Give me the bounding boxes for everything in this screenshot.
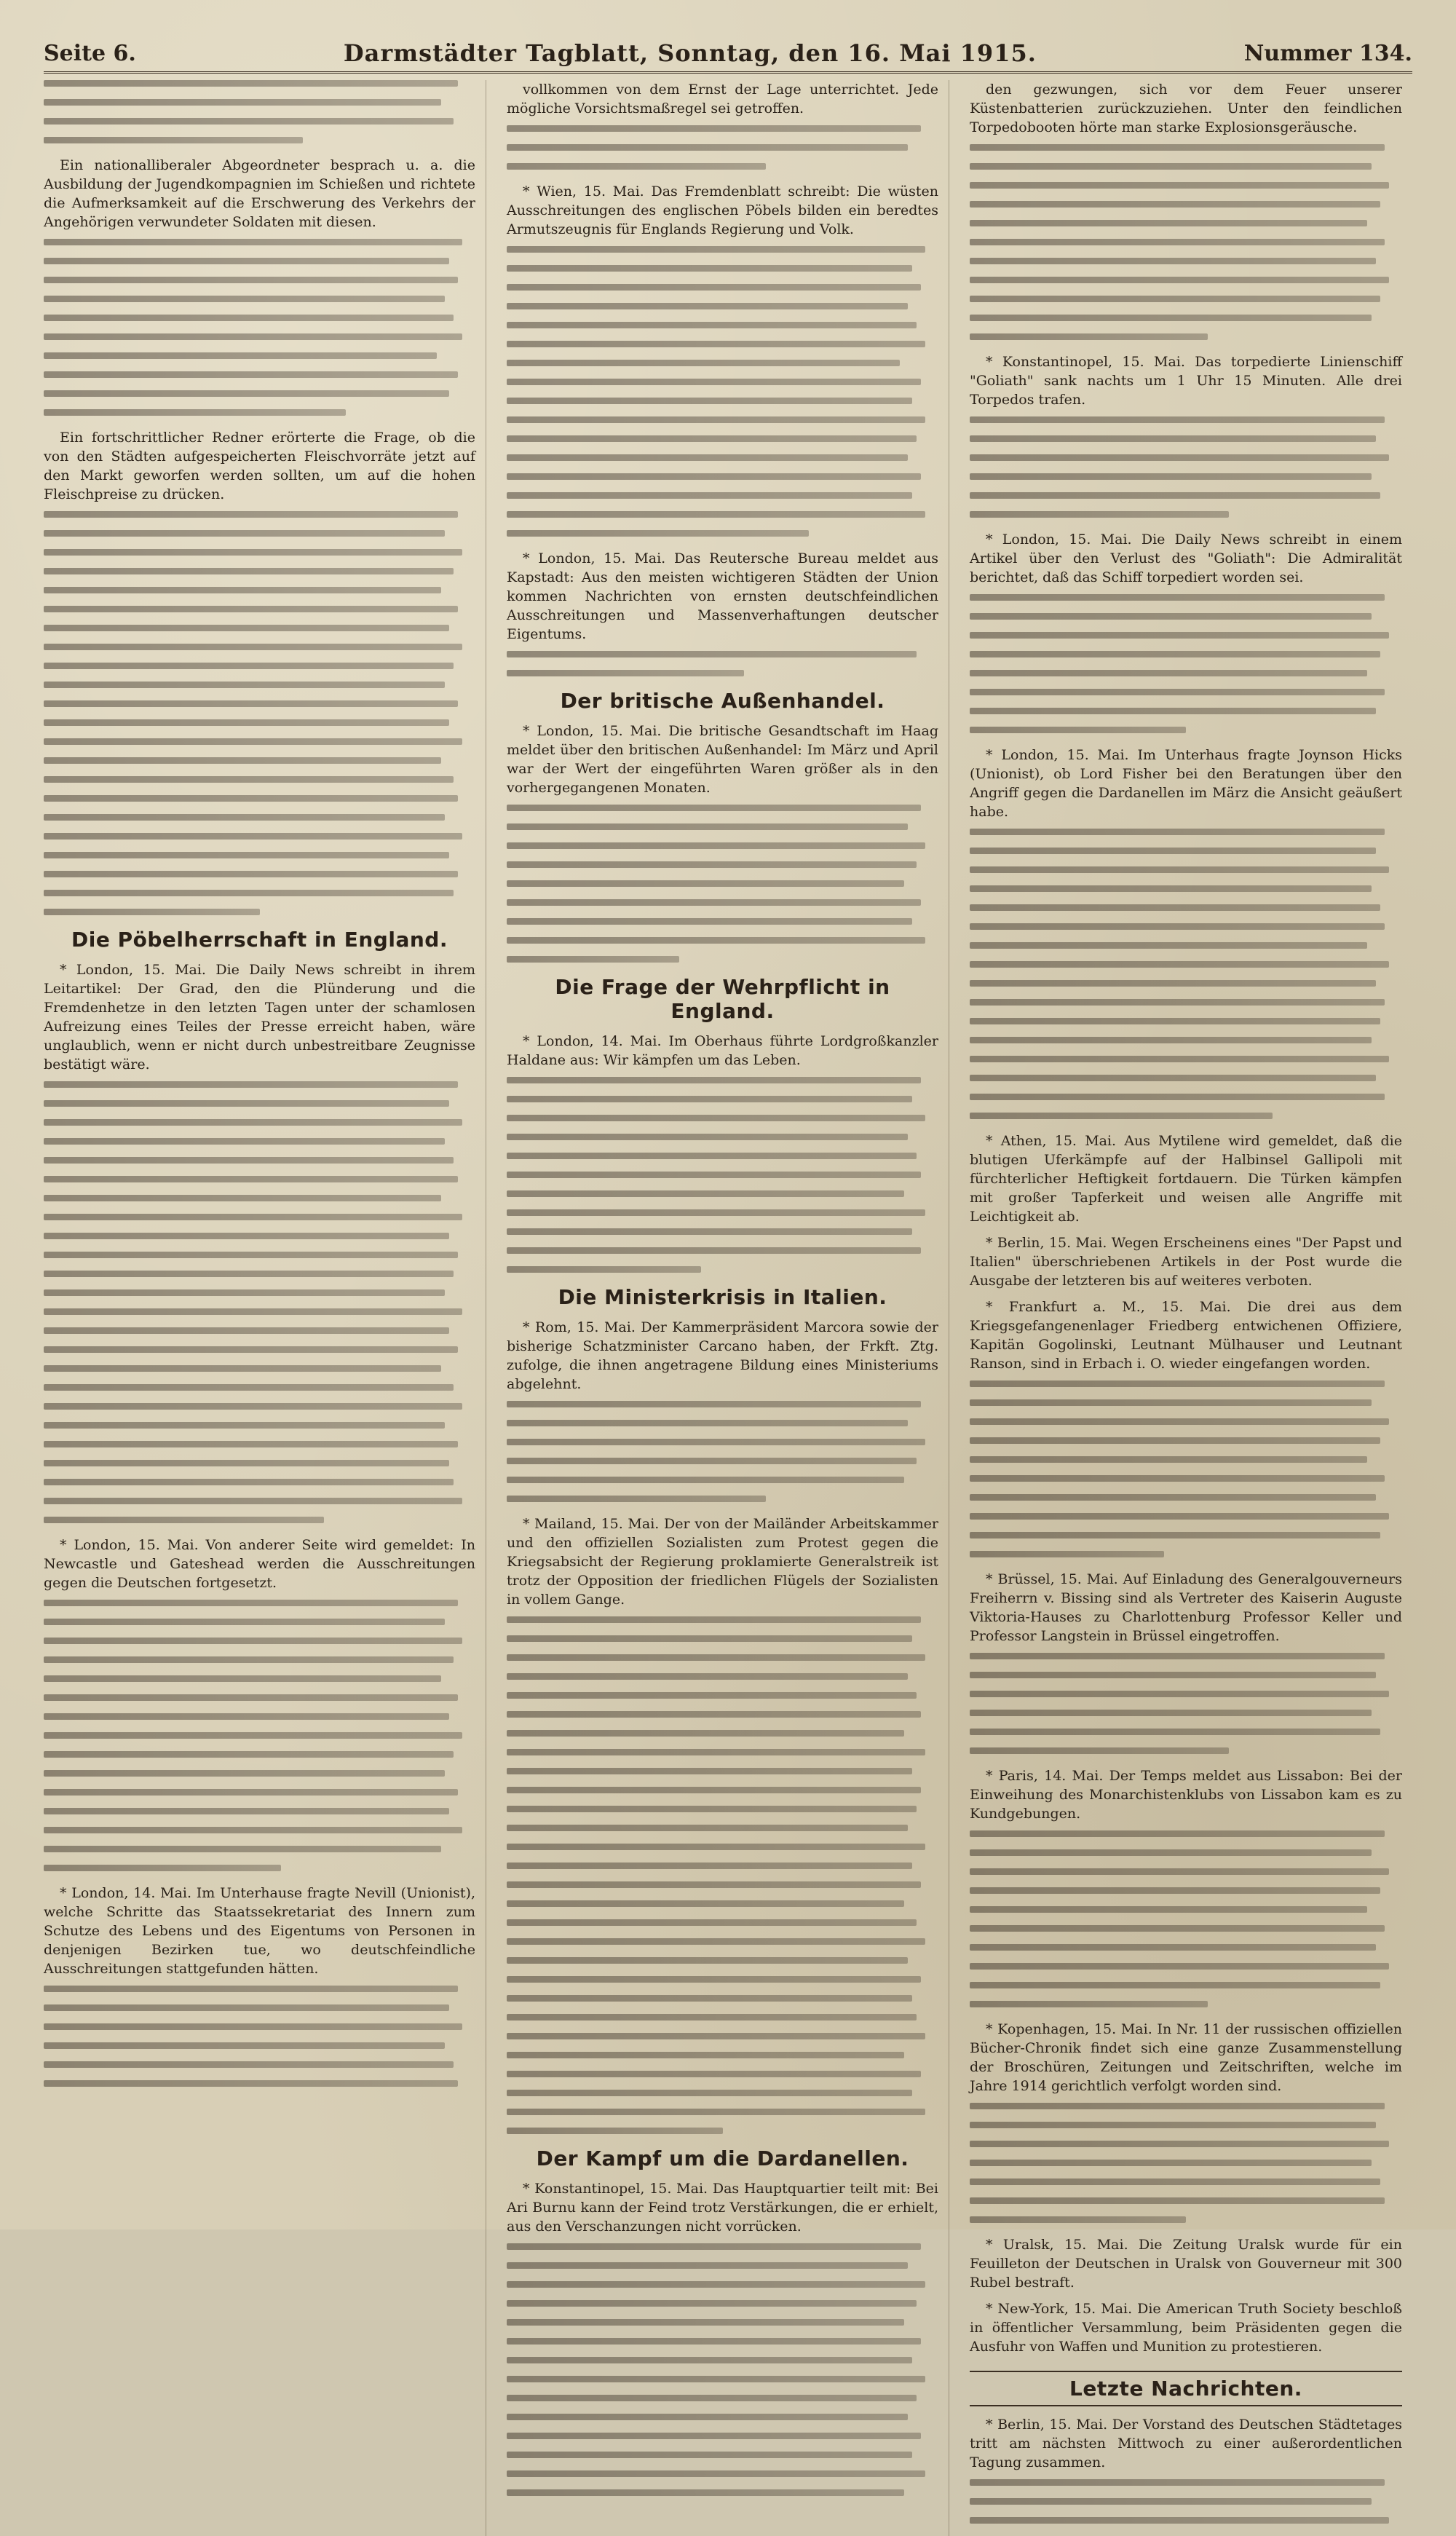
text-block (507, 1401, 938, 1502)
text-block (970, 1830, 1402, 2007)
article-paragraph: * Konstantinopel, 15. Mai. Das Hauptquartier teilt mit: Bei Ari Burnu kann der Feind trotz Verstärkungen, die er erhielt, aus den Verschanzungen nicht vorrücken. (507, 2181, 938, 2235)
text-block (970, 594, 1402, 733)
section-heading: Der britische Außenhandel. (560, 689, 885, 713)
article-paragraph: * Kopenhagen, 15. Mai. In Nr. 11 der russischen offiziellen Bücher-Chronik findet sich eine ganze Zusammenstellung der Broschüren, Zeitungen und Zeitschriften, welche im Jahre 1914 gerichtlich verfolgt worden sind. (970, 2021, 1402, 2094)
article-paragraph: Ein fortschrittlicher Redner erörterte die Frage, ob die von den Städten aufgespeicherten Fleischvorräte jetzt auf den Markt geworfen werden sollten, um auf die hohen Fleischpreise zu drücken. (44, 430, 475, 502)
text-block (507, 805, 938, 963)
text-block (507, 125, 938, 170)
article-paragraph: vollkommen von dem Ernst der Lage unterrichtet. Jede mögliche Vorsichtsmaßregel sei getroffen. (507, 82, 938, 116)
text-block (507, 651, 938, 676)
article-paragraph: * Frankfurt a. M., 15. Mai. Die drei aus dem Kriegsgefangenenlager Friedberg entwichenen Offiziere, Kapitän Gogolinski, Leutnant Mülhauser und Leutnant Ranson, sind in Erbach i. O. wieder eingefangen worden. (970, 1299, 1402, 1372)
text-block (507, 1616, 938, 2134)
text-block (970, 829, 1402, 1119)
newspaper-title: Darmstädter Tagblatt, Sonntag, den 16. Mai 1915. (343, 39, 1037, 67)
article-paragraph: den gezwungen, sich vor dem Feuer unserer Küstenbatterien zurückzuziehen. Unter den feindlichen Torpedobooten hörte man starke Explosionsgeräusche. (970, 82, 1402, 135)
text-block (44, 1081, 475, 1523)
text-block (507, 1077, 938, 1273)
article-paragraph: * Rom, 15. Mai. Der Kammerpräsident Marcora sowie der bisherige Schatzminister Carcano haben, der Frkft. Ztg. zufolge, die ihnen angetragene Bildung eines Ministeriums abgelehnt. (507, 1319, 938, 1392)
text-block (970, 1380, 1402, 1557)
article-paragraph: * London, 15. Mai. Das Reutersche Bureau meldet aus Kapstadt: Aus den meisten wichtigeren Städten der Union kommen Nachrichten von ernsten deutschfeindlichen Ausschreitungen und Massenverhaftungen deutscher Eigentums. (507, 550, 938, 642)
section-heading: Die Ministerkrisis in Italien. (558, 1285, 887, 1309)
article-paragraph: * Berlin, 15. Mai. Der Vorstand des Deutschen Städtetages tritt am nächsten Mittwoch zu einer außerordentlichen Tagung zusammen. (970, 2417, 1402, 2470)
text-block (970, 1653, 1402, 1754)
text-block (507, 246, 938, 537)
column-1 (44, 80, 486, 2536)
article-paragraph: * London, 15. Mai. Von anderer Seite wird gemeldet: In Newcastle und Gateshead werden die Ausschreitungen gegen die Deutschen fortgesetzt. (44, 1537, 475, 1591)
section-heading: Die Frage der Wehrpflicht in England. (555, 975, 890, 1023)
article-paragraph: * Konstantinopel, 15. Mai. Das torpedierte Linienschiff "Goliath" sank nachts um 1 Uhr 15 Minuten. Alle drei Torpedos trafen. (970, 354, 1402, 408)
text-block (507, 2243, 938, 2496)
article-paragraph: * London, 15. Mai. Im Unterhaus fragte Joynson Hicks (Unionist), ob Lord Fisher bei den Beratungen über den Angriff gegen die Dardanellen im März die Ansicht geäußert habe. (970, 747, 1402, 820)
article-paragraph: Ein nationalliberaler Abgeordneter besprach u. a. die Ausbildung der Jugendkompagnien im Schießen und richtete die Aufmerksamkeit auf die Erschwerung des Verkehrs der Angehörigen verwundeter Soldaten mit diesen. (44, 157, 475, 230)
article-paragraph: * London, 15. Mai. Die Daily News schreibt in ihrem Leitartikel: Der Grad, den die Plünderung und die Fremdenhetze in den letzten Tagen unter der schamlosen Aufreizung eines Teiles der Presse erreicht haben, wäre unglaublich, wenn er nicht durch unbestreitbare Zeugnisse bestätigt wäre. (44, 962, 475, 1073)
column-2 (507, 80, 949, 2536)
article-paragraph: * New-York, 15. Mai. Die American Truth Society beschloß in öffentlicher Versammlung, beim Präsidenten gegen die Ausfuhr von Waffen und Munition zu protestieren. (970, 2301, 1402, 2355)
text-block (44, 239, 475, 416)
article-paragraph: * Berlin, 15. Mai. Wegen Erscheinens eines "Der Papst und Italien" überschriebenen Artikels in der Post wurde die Ausgabe der letzteren bis auf weiteres verboten. (970, 1235, 1402, 1289)
article-paragraph: * Paris, 14. Mai. Der Temps meldet aus Lissabon: Bei der Einweihung des Monarchistenklubs von Lissabon kam es zu Kundgebungen. (970, 1768, 1402, 1822)
article-paragraph: * London, 14. Mai. Im Oberhaus führte Lordgroßkanzler Haldane aus: Wir kämpfen um das Leben. (507, 1033, 938, 1068)
article-paragraph: * London, 14. Mai. Im Unterhause fragte Nevill (Unionist), welche Schritte das Staatssekretariat des Innern zum Schutze des Lebens und des Eigentums von Personen in denjenigen Bezirken tue, wo deutschfeindliche Ausschreitungen stattgefunden hätten. (44, 1885, 475, 1977)
issue-number: Nummer 134. (1243, 40, 1412, 66)
article-paragraph: * Athen, 15. Mai. Aus Mytilene wird gemeldet, daß die blutigen Uferkämpfe auf der Halbinsel Gallipoli mit fürchterlicher Heftigkeit fortdauern. Die Türken kämpfen mit großer Tapferkeit und weisen alle Angriffe mit Leichtigkeit ab. (970, 1133, 1402, 1225)
page-number: Seite 6. (44, 40, 136, 66)
section-heading: Die Pöbelherrschaft in England. (71, 928, 448, 952)
article-paragraph: * Brüssel, 15. Mai. Auf Einladung des Generalgouverneurs Freiherrn v. Bissing sind als Vertreter des Kaiserin Auguste Viktoria-Hauses zu Charlottenburg Professor Keller und Professor Langstein in Brüssel eingetroffen. (970, 1571, 1402, 1644)
text-block (44, 80, 475, 143)
text-block (970, 416, 1402, 518)
section-heading: Letzte Nachrichten. (970, 2371, 1402, 2406)
article-columns (44, 80, 1412, 2470)
text-block (970, 144, 1402, 340)
article-paragraph: * London, 15. Mai. Die Daily News schreibt in einem Artikel über den Verlust des "Goliath": Die Admiralität berichtet, daß das Schiff torpediert worden sei. (970, 532, 1402, 585)
section-heading: Der Kampf um die Dardanellen. (536, 2146, 909, 2170)
text-block (44, 1986, 475, 2087)
article-paragraph: * Uralsk, 15. Mai. Die Zeitung Uralsk wurde für ein Feuilleton der Deutschen in Uralsk von Gouverneur mit 300 Rubel bestraft. (970, 2237, 1402, 2291)
text-block (44, 1600, 475, 1871)
text-block (44, 511, 475, 915)
column-3 (970, 80, 1412, 2536)
text-block (970, 2479, 1402, 2524)
article-paragraph: * Wien, 15. Mai. Das Fremdenblatt schreibt: Die wüsten Ausschreitungen des englischen Pöbels bilden ein beredtes Armutszeugnis für Englands Regierung und Volk. (507, 183, 938, 237)
article-paragraph: * Mailand, 15. Mai. Der von der Mailänder Arbeitskammer und den offiziellen Sozialisten zum Protest gegen die Kriegsabsicht der Regierung proklamierte Generalstreik ist trotz der Opposition der friedlichen Flügels der Sozialisten in vollem Gange. (507, 1516, 938, 1608)
masthead (44, 35, 1412, 74)
text-block (970, 2103, 1402, 2223)
article-paragraph: * London, 15. Mai. Die britische Gesandtschaft im Haag meldet über den britischen Außenhandel: Im März und April war der Wert der eingeführten Waren größer als in den vorhergegangenen Monaten. (507, 723, 938, 796)
